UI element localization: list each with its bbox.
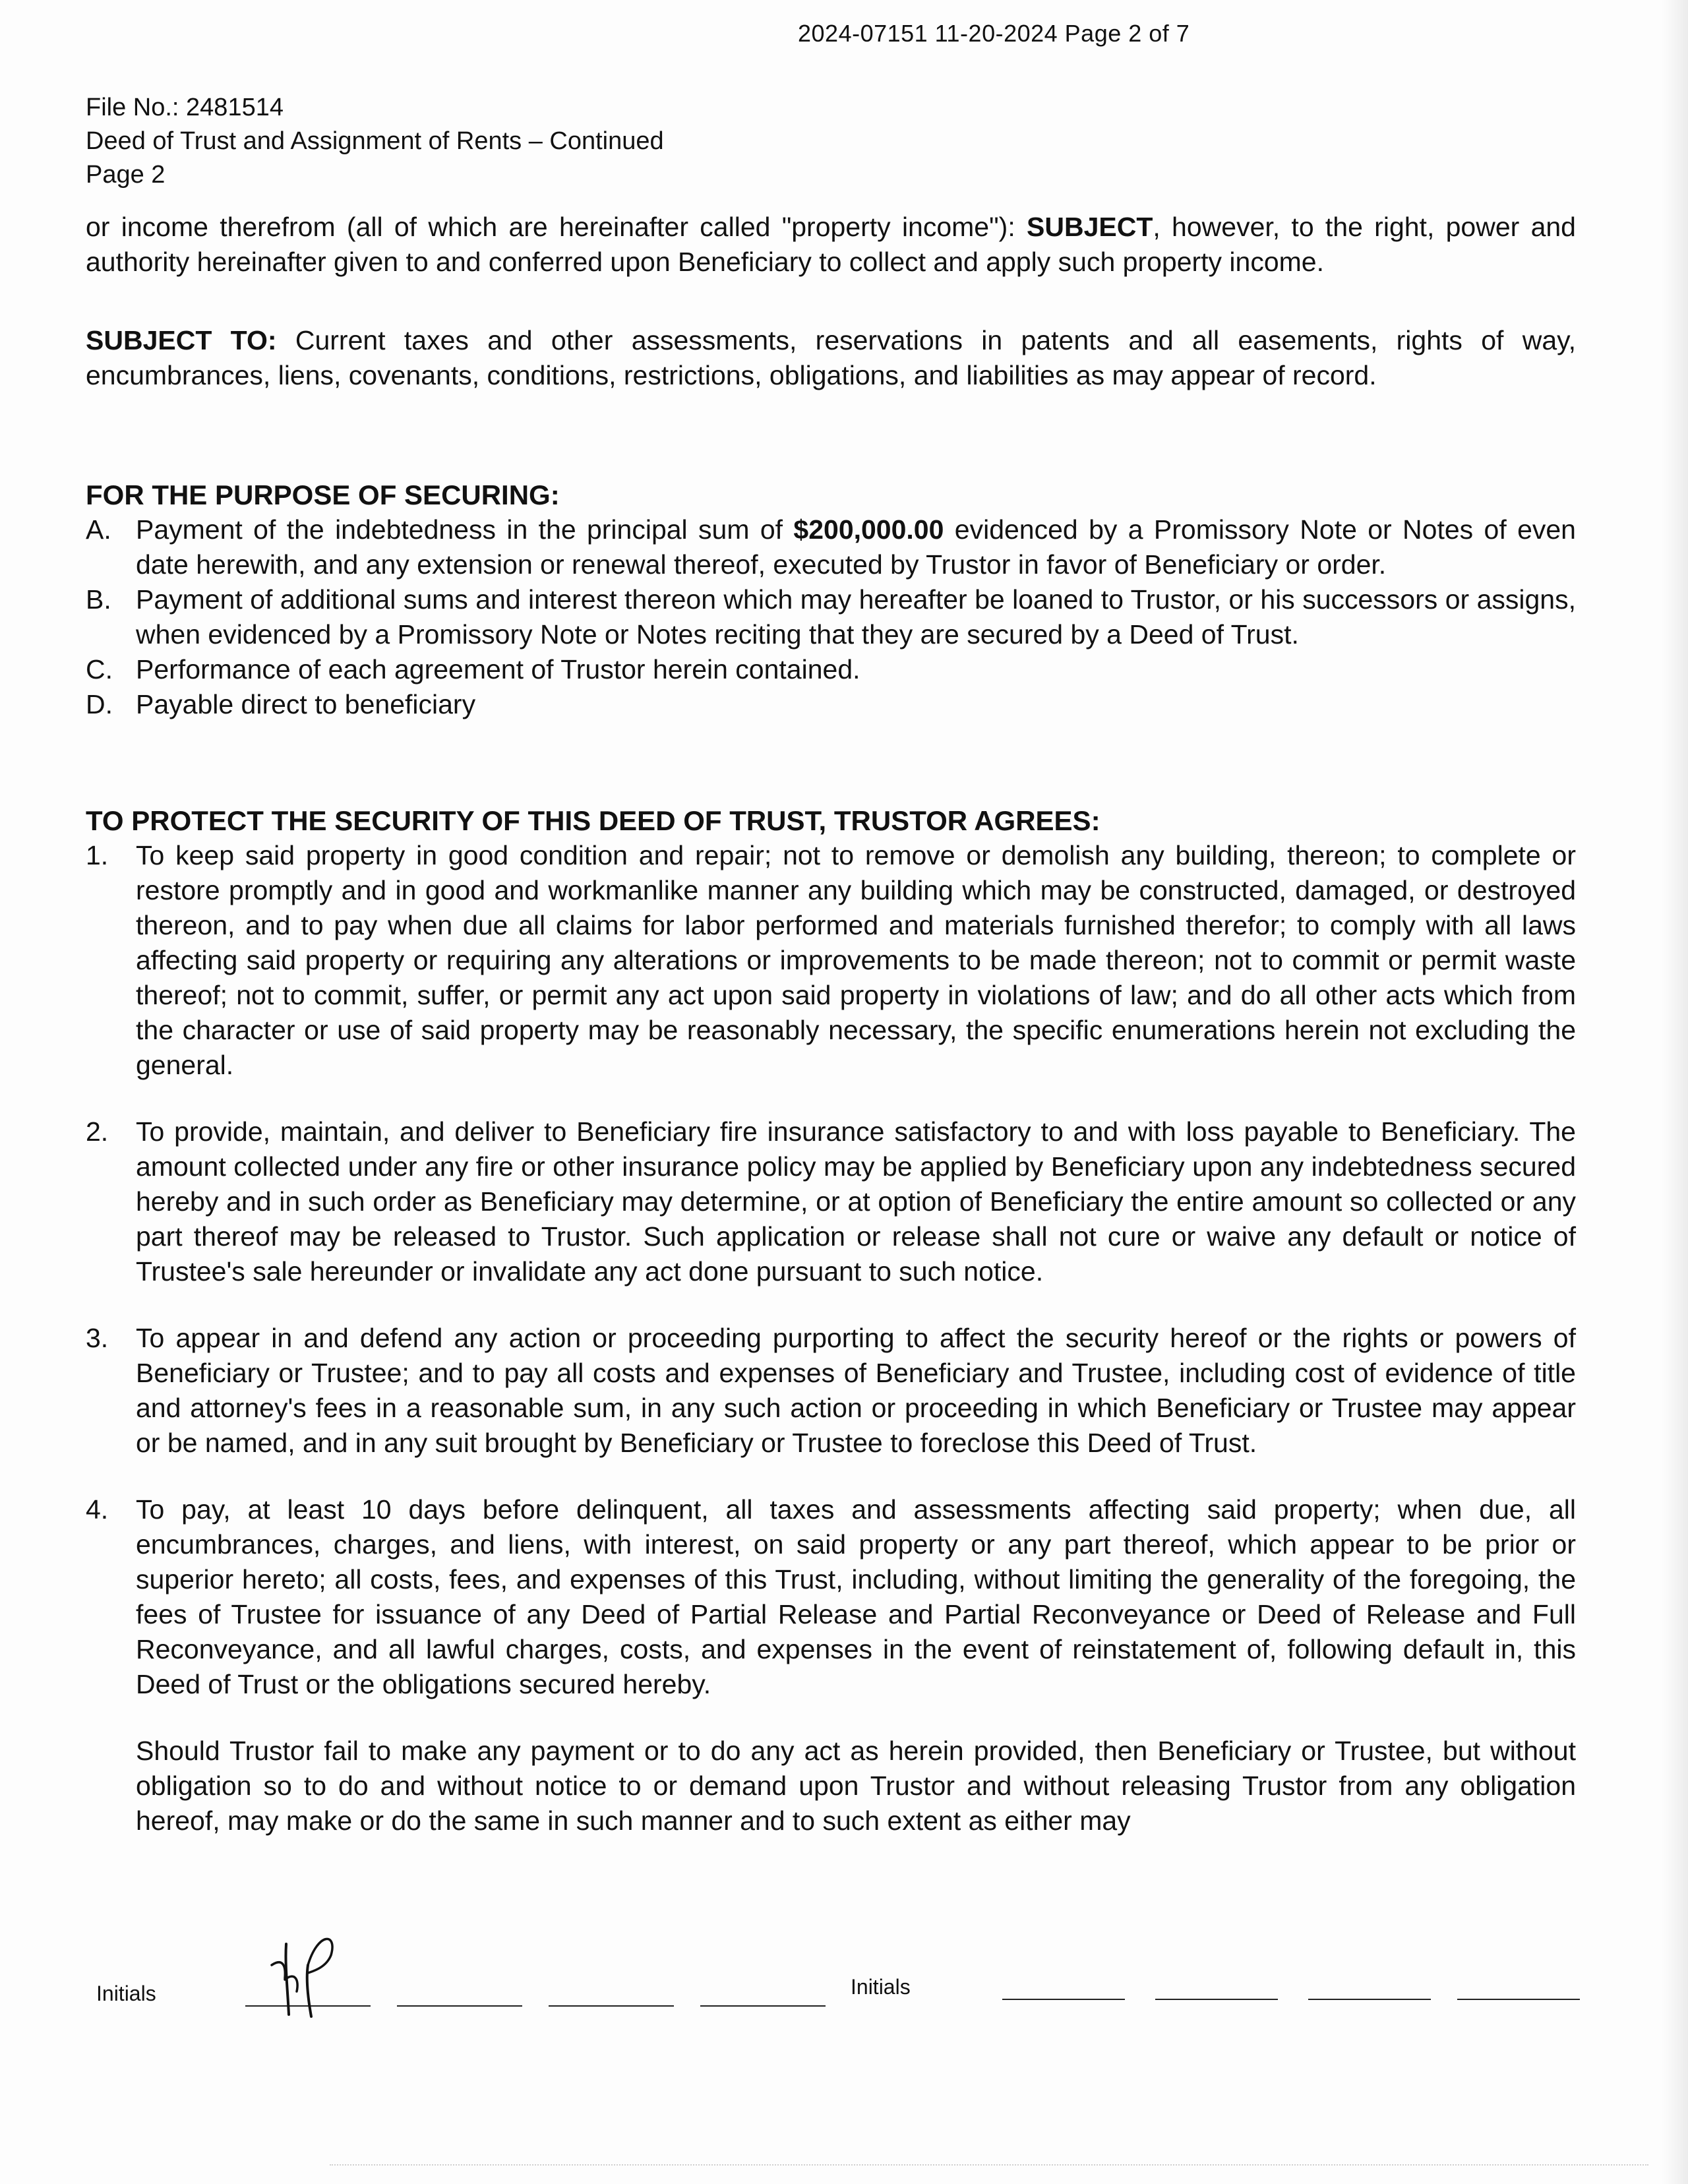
scan-edge-shading (1662, 0, 1688, 2184)
protect-continuation: Should Trustor fail to make any payment or to do any act as herein provided, then Beneficiary or Trustee, but without obligation so to do and without notice to or demand upon Trustor and without releasing Trustor from any obligation hereof, may make or do the same in such manner and to such extent as either may (136, 1736, 1576, 1836)
protect-item-4: 4. To pay, at least 10 days before delinquent, all taxes and assessments affecting said property; when due, all encumbrances, charges, and liens, with interest, on said property or any part thereof, which appear to be prior or superior hereto; all costs, fees, and expenses of this Trust, including, without limiting the generality of the foregoing, the fees of Trustee for issuance of any Deed of Partial Release and Partial Reconveyance or Deed of Release and Full Reconveyance, and all lawful charges, costs, and expenses in the event of reinstatement of, following default in, this Deed of Trust or the obligations secured hereby. (86, 1492, 1576, 1702)
protect-heading: TO PROTECT THE SECURITY OF THIS DEED OF TRUST, TRUSTOR AGREES: (86, 805, 1100, 836)
item-marker: A. (86, 514, 111, 545)
initials-line[interactable] (1457, 1999, 1580, 2000)
initials-label-left: Initials (96, 1982, 156, 2005)
initials-line[interactable] (1002, 1999, 1125, 2000)
subject-to-paragraph: SUBJECT TO: Current taxes and other assessments, reservations in patents and all easements, rights of way, encumbrances, liens, covenants, conditions, restrictions, obligations, and liabilities as may appear of record. (86, 325, 1577, 390)
purpose-heading: FOR THE PURPOSE OF SECURING: (86, 479, 560, 510)
initials-line[interactable] (1155, 1999, 1278, 2000)
item-marker: 1. (86, 840, 109, 870)
handwritten-initials-signature (245, 1926, 377, 2018)
recording-stamp: 2024-07151 11-20-2024 Page 2 of 7 (798, 20, 1190, 47)
initials-line[interactable] (549, 2005, 674, 2007)
item-marker: 2. (86, 1116, 109, 1147)
item-marker: 4. (86, 1494, 109, 1525)
principal-amount: $200,000.00 (793, 514, 944, 545)
document-header (86, 91, 664, 192)
document-title: Deed of Trust and Assignment of Rents – Continued (86, 127, 664, 155)
initials-label-right: Initials (851, 1975, 911, 1999)
intro-paragraph: or income therefrom (all of which are hereinafter called "property income"): SUBJECT, however, to the right, power and authority hereinafter given to and conferred upon Beneficiary to collect and apply such property income. (86, 212, 1576, 277)
page-label: Page 2 (86, 161, 166, 189)
item-marker: C. (86, 654, 113, 684)
protect-item-1: 1. To keep said property in good condition and repair; not to remove or demolish any building, thereon; to complete or restore promptly and in good and workmanlike manner any building which may be constructed, damaged, or destroyed thereon, and to pay when due all claims for labor performed and materials furnished therefor; to comply with all laws affecting said property or requiring any alterations or improvements to be made thereon; not to commit or permit waste thereof; not to commit, suffer, or permit any act upon said property in violations of law; and do all other acts which from the character or use of said property may be reasonably necessary, the specific enumerations herein not excluding the general. (86, 838, 1576, 1083)
item-marker: B. (86, 584, 111, 615)
file-number: File No.: 2481514 (86, 94, 284, 121)
item-marker: 3. (86, 1323, 109, 1353)
purpose-section (86, 477, 1576, 722)
subject-bold: SUBJECT (1027, 212, 1153, 242)
protect-item-3: 3. To appear in and defend any action or proceeding purporting to affect the security hereof or the rights or powers of Beneficiary or Trustee; and to pay all costs and expenses of Beneficiary and Trustee, including cost of evidence of title and attorney's fees in a reasonable sum, in any such action or proceeding in which Beneficiary or Trustee may appear or be named, and in any suit brought by Beneficiary or Trustee to foreclose this Deed of Trust. (86, 1321, 1576, 1461)
protect-section (86, 803, 1576, 1838)
initials-line[interactable] (397, 2005, 522, 2007)
item-marker: D. (86, 689, 113, 719)
subject-to-label: SUBJECT TO: (86, 325, 277, 355)
initials-line[interactable] (1308, 1999, 1431, 2000)
purpose-item-d: D. Payable direct to beneficiary (86, 687, 1576, 722)
protect-item-2: 2. To provide, maintain, and deliver to Beneficiary fire insurance satisfactory to and with loss payable to Beneficiary. The amount collected under any fire or other insurance policy may be applied by Beneficiary upon any indebtedness secured hereby and in such order as Beneficiary may determine, or at option of Beneficiary the entire amount so collected or any part thereof may be released to Trustor. Such application or release shall not cure or waive any default or notice of Trustee's sale hereunder or invalidate any act done pursuant to such notice. (86, 1114, 1576, 1289)
purpose-item-a: A. Payment of the indebtedness in the principal sum of $200,000.00 evidenced by a Promissory Note or Notes of even date herewith, and any extension or renewal thereof, executed by Trustor in favor of Beneficiary or order. (86, 512, 1576, 582)
purpose-item-b: B. Payment of additional sums and interest thereon which may hereafter be loaned to Trustor, or his successors or assigns, when evidenced by a Promissory Note or Notes reciting that they are secured by a Deed of Trust. (86, 582, 1576, 652)
purpose-item-c: C. Performance of each agreement of Trustor herein contained. (86, 652, 1576, 687)
initials-line[interactable] (700, 2005, 826, 2007)
scan-bottom-artifact (330, 2164, 1648, 2171)
